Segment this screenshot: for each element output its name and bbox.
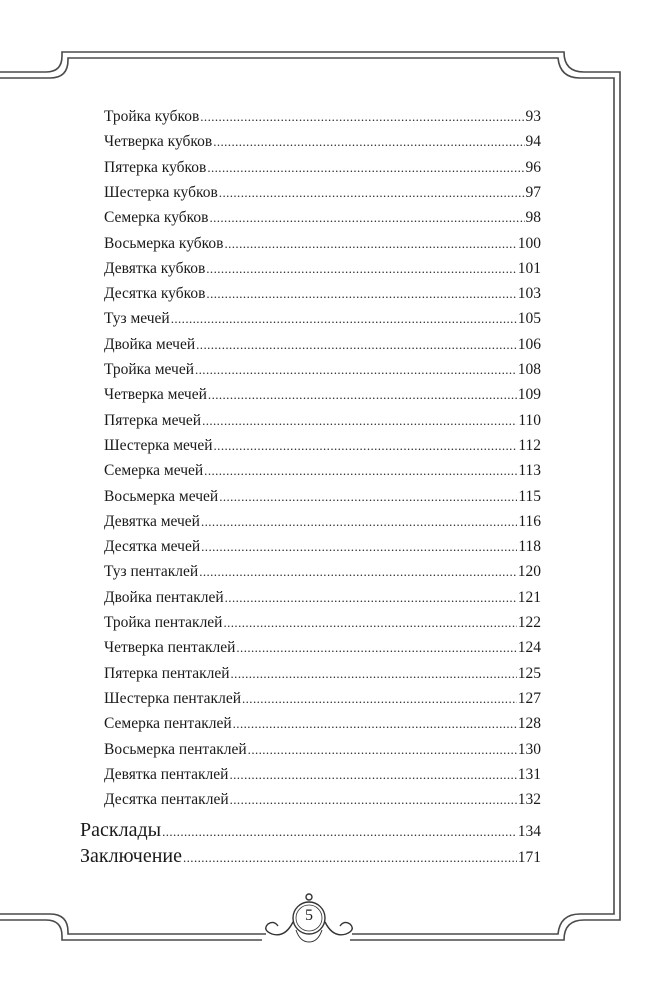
toc-dot-leader [204,463,517,479]
toc-entry [104,639,541,659]
toc-dot-leader [201,514,517,530]
toc-dot-leader [219,489,517,505]
toc-entry [104,538,541,558]
toc-dot-leader [200,109,524,125]
toc-entry-title: Двойка мечей [104,335,196,353]
toc-entry-title: Семерка кубков [104,209,209,227]
toc-entry-title: Туз пентаклей [104,563,199,581]
toc-entry [104,614,541,634]
toc-entry-title: Семерка мечей [104,462,204,480]
toc-dot-leader [219,185,525,201]
toc-entry [104,133,541,153]
toc-entry-title: Пятерка мечей [104,411,202,429]
toc-dot-leader [225,590,517,606]
toc-entry-title: Восьмерка мечей [104,487,219,505]
toc-entry-page: 132 [517,791,541,809]
toc-entry-page: 171 [517,849,541,866]
toc-dot-leader [195,362,517,378]
toc-entry-page: 115 [518,487,541,505]
toc-entry-title: Шестерка пентаклей [104,689,241,707]
toc-entry [104,159,541,179]
toc-entry-page: 94 [525,133,541,151]
toc-entry-title: Девятка мечей [104,512,200,530]
toc-dot-leader [231,666,517,682]
toc-entry-page: 112 [518,436,541,454]
toc-dot-leader [196,337,517,353]
toc-entry-title: Заключение [80,845,182,867]
toc-entry [104,235,541,255]
toc-entry-title: Расклады [80,819,162,841]
toc-entry [104,791,541,811]
toc-entry [104,462,541,482]
toc-entry-title: Десятка пентаклей [104,791,229,809]
toc-dot-leader [207,160,524,176]
toc-entry-page: 108 [517,361,541,378]
toc-entry-title: Девятка пентаклей [104,765,229,783]
toc-entry-page: 101 [517,259,541,277]
toc-entry-page: 113 [518,462,541,480]
toc-entry [104,184,541,204]
toc-entry-page: 93 [525,108,541,125]
toc-entry-title: Двойка пентаклей [104,588,224,606]
toc-dot-leader [214,438,518,454]
toc-entry [104,741,541,761]
toc-entry-page: 103 [517,285,541,303]
toc-dot-leader [206,261,516,277]
toc-entry-page: 130 [517,740,541,758]
toc-dot-leader [202,413,517,429]
toc-entry [104,386,541,406]
toc-entry-page: 121 [517,588,541,606]
toc-entry [80,845,541,869]
toc-dot-leader [248,742,517,758]
toc-entry-title: Четверка мечей [104,386,207,404]
toc-entry-page: 122 [517,614,541,631]
toc-entry-title: Шестерка кубков [104,183,218,201]
toc-entry-page: 120 [517,563,541,581]
toc-dot-leader [236,640,516,656]
toc-entry-page: 116 [518,512,541,530]
toc-entry [104,715,541,735]
toc-entry-page: 106 [517,335,541,353]
toc-dot-leader [162,824,517,840]
toc-entry-page: 98 [525,209,541,227]
toc-entry [104,563,541,583]
toc-entry-page: 128 [517,715,541,733]
toc-entry-title: Десятка мечей [104,538,201,556]
toc-entry [104,766,541,786]
toc-dot-leader [201,539,517,555]
toc-entry-page: 127 [517,689,541,707]
toc-entry-title: Тройка кубков [104,108,200,125]
toc-entry-page: 124 [517,639,541,657]
toc-entry-page: 125 [517,664,541,682]
toc-entry [104,690,541,710]
toc-entry-page: 134 [517,823,541,840]
toc-dot-leader [242,691,517,707]
toc-entry-title: Туз мечей [104,310,170,328]
toc-dot-leader [213,134,524,150]
toc-entry [104,488,541,508]
toc-entry-page: 105 [517,310,541,328]
toc-entry-page: 110 [518,411,541,429]
toc-entry [104,665,541,685]
toc-dot-leader [206,286,516,302]
toc-entry-page: 109 [517,386,541,404]
toc-entry-page: 100 [517,234,541,252]
toc-entry-page: 97 [525,183,541,201]
toc-entry [104,260,541,280]
toc-entry-page: 118 [518,538,541,556]
toc-entry [104,437,541,457]
toc-dot-leader [233,716,517,732]
toc-entry-page: 96 [525,158,541,176]
toc-dot-leader [183,850,517,866]
toc-dot-leader [208,387,517,403]
toc-entry [104,589,541,609]
toc-entry [80,819,541,843]
toc-entry [104,336,541,356]
toc-entry-title: Четверка кубков [104,133,213,151]
toc-entry-title: Восьмерка пентаклей [104,740,247,758]
toc-dot-leader [223,615,516,631]
toc-entry-title: Тройка мечей [104,361,194,378]
toc-entry [104,361,541,381]
toc-entry-title: Восьмерка кубков [104,234,224,252]
page-number: 5 [305,907,313,924]
toc-dot-leader [209,210,524,226]
toc-entry-title: Тройка пентаклей [104,614,223,631]
toc-entry-title: Десятка кубков [104,285,206,303]
toc-dot-leader [230,792,517,808]
toc-dot-leader [229,767,516,783]
toc-entry-title: Шестерка мечей [104,436,213,454]
toc-entry [104,108,541,128]
toc-entry [104,513,541,533]
toc-entry-title: Четверка пентаклей [104,639,236,657]
toc-entry-title: Семерка пентаклей [104,715,232,733]
toc-entry [104,310,541,330]
toc-entry-title: Девятка кубков [104,259,206,277]
toc-dot-leader [171,311,517,327]
toc-entry [104,209,541,229]
toc-entry-title: Пятерка пентаклей [104,664,230,682]
toc-entry-page: 131 [517,765,541,783]
toc-entry [104,285,541,305]
toc-dot-leader [224,236,516,252]
toc-entry [104,412,541,432]
toc-entry-title: Пятерка кубков [104,158,207,176]
toc-dot-leader [199,564,517,580]
